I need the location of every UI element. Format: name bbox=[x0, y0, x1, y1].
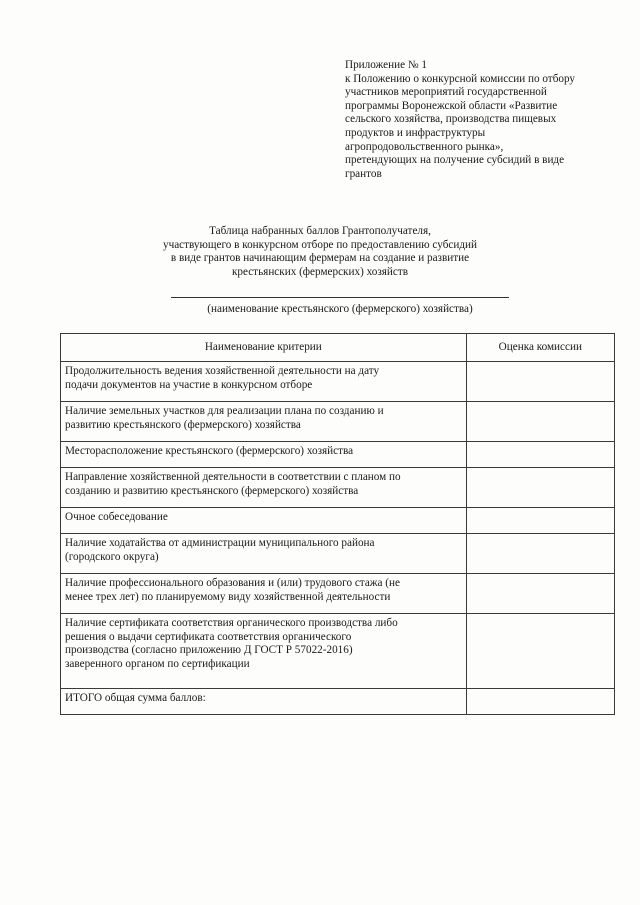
appendix-line: программы Воронежской области «Развитие bbox=[345, 99, 558, 112]
criteria-line: Наличие земельных участков для реализации плана по созданию и bbox=[65, 405, 384, 417]
criteria-line: подачи документов на участие в конкурсном отборе bbox=[65, 378, 313, 391]
table-row bbox=[61, 614, 615, 689]
header-score: Оценка комиссии bbox=[466, 334, 614, 362]
table-title-line: в виде грантов начинающим фермерам на создание и развитие bbox=[170, 252, 470, 265]
table-row bbox=[61, 468, 615, 508]
criteria-line: менее трех лет) по планируемому виду хозяйственной деятельности bbox=[65, 590, 391, 603]
table-row bbox=[61, 508, 615, 534]
score-cell bbox=[466, 362, 614, 402]
criteria-cell bbox=[61, 689, 467, 715]
criteria-line: Наличие ходатайства от администрации муниципального района bbox=[65, 537, 375, 549]
score-cell bbox=[466, 402, 614, 442]
appendix-line: к Положению о конкурсной комиссии по отбору bbox=[345, 72, 576, 85]
criteria-line: созданию и развитию крестьянского (фермерского) хозяйства bbox=[65, 484, 359, 497]
criteria-table bbox=[60, 333, 615, 715]
farm-name-caption: (наименование крестьянского (фермерского) хозяйства) bbox=[207, 303, 473, 315]
appendix-line: продуктов и инфраструктуры bbox=[345, 126, 486, 139]
header-criteria: Наименование критерии bbox=[61, 334, 467, 362]
criteria-cell bbox=[61, 442, 467, 468]
table-title-line: участвующего в конкурсном отборе по предоставлению субсидий bbox=[162, 238, 478, 251]
appendix-line: претендующих на получение субсидий в виде bbox=[345, 154, 565, 167]
appendix-header bbox=[345, 59, 625, 181]
criteria-line: заверенного органом по сертификации bbox=[65, 657, 250, 670]
appendix-line: грантов bbox=[345, 167, 382, 180]
farm-name-blank-line bbox=[171, 297, 509, 298]
criteria-cell bbox=[61, 508, 467, 534]
score-cell bbox=[466, 574, 614, 614]
criteria-cell bbox=[61, 574, 467, 614]
score-cell bbox=[466, 508, 614, 534]
criteria-cell bbox=[61, 362, 467, 402]
criteria-line: Очное собеседование bbox=[65, 511, 168, 523]
score-cell bbox=[466, 534, 614, 574]
table-title-line: Таблица набранных баллов Грантополучателя, bbox=[209, 225, 431, 237]
criteria-cell bbox=[61, 534, 467, 574]
appendix-line: агропродовольственного рынка», bbox=[345, 140, 504, 153]
criteria-line: Продолжительность ведения хозяйственной деятельности на дату bbox=[65, 365, 380, 377]
criteria-line: (городского округа) bbox=[65, 550, 159, 563]
criteria-line: производства (согласно приложению Д ГОСТ Р 57022-2016) bbox=[65, 644, 353, 657]
score-cell bbox=[466, 689, 614, 715]
score-cell bbox=[466, 614, 614, 689]
score-cell bbox=[466, 442, 614, 468]
table-row bbox=[61, 574, 615, 614]
appendix-line: участников мероприятий государственной bbox=[345, 86, 547, 99]
table-header-row bbox=[61, 334, 615, 362]
table-row bbox=[61, 402, 615, 442]
table-row bbox=[61, 534, 615, 574]
criteria-line: Наличие профессионального образования и (или) трудового стажа (не bbox=[65, 577, 400, 589]
table-row bbox=[61, 362, 615, 402]
total-label: ИТОГО общая сумма баллов: bbox=[65, 692, 206, 704]
score-cell bbox=[466, 468, 614, 508]
criteria-cell bbox=[61, 614, 467, 689]
criteria-line: Месторасположение крестьянского (фермерского) хозяйства bbox=[65, 445, 354, 457]
criteria-cell bbox=[61, 402, 467, 442]
criteria-line: Наличие сертификата соответствия органического производства либо bbox=[65, 617, 398, 629]
criteria-cell bbox=[61, 468, 467, 508]
table-title-line: крестьянских (фермерских) хозяйств bbox=[231, 265, 409, 278]
criteria-line: развитию крестьянского (фермерского) хозяйства bbox=[65, 418, 301, 431]
appendix-line: Приложение № 1 bbox=[345, 59, 427, 71]
criteria-line: решения о выдачи сертификата соответствия органического bbox=[65, 630, 352, 643]
appendix-line: сельского хозяйства, производства пищевых bbox=[345, 113, 557, 126]
table-row-total bbox=[61, 689, 615, 715]
criteria-line: Направление хозяйственной деятельности в соответствии с планом по bbox=[65, 471, 401, 483]
table-row bbox=[61, 442, 615, 468]
table-title bbox=[100, 225, 540, 279]
